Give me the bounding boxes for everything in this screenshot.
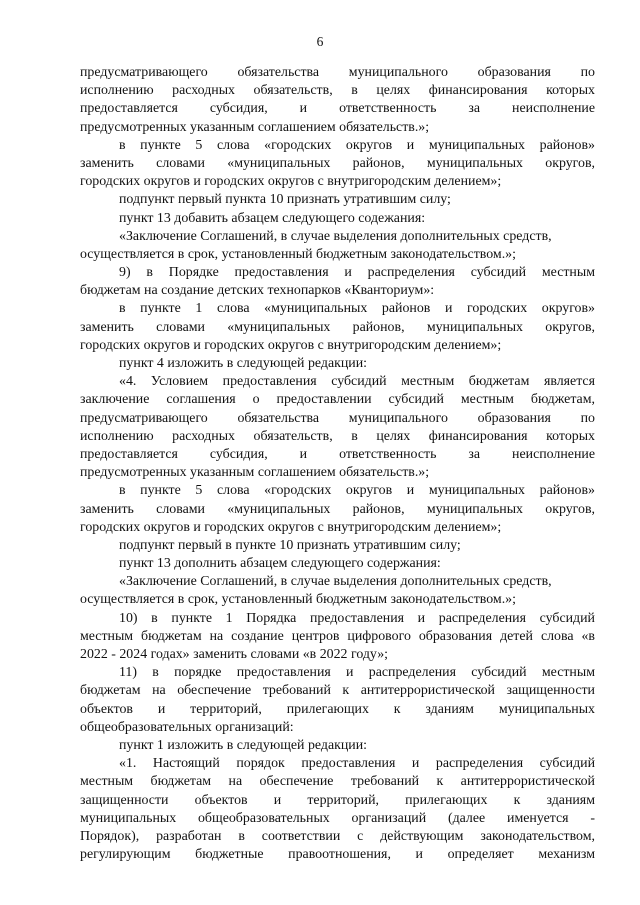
- text-line: бюджетам на обеспечение требований к антитеррористической защищенности: [80, 683, 595, 699]
- text-line: пункт 4 изложить в следующей редакции:: [119, 356, 368, 371]
- text-line: заменить словами «муниципальных районов, муниципальных округов,: [80, 319, 595, 335]
- text-line: регулирующим бюджетные правоотношения, и определяет механизм: [80, 847, 595, 863]
- text-line: исполнению расходных обязательств, в целях финансирования которых: [80, 428, 595, 444]
- text-line: предоставляется субсидия, и ответственность за неисполнение: [80, 446, 595, 462]
- text-line: предусмотренных указанным соглашением обязательств.»;: [80, 119, 430, 135]
- text-line: пункт 13 добавить абзацем следующего содежания:: [119, 210, 426, 226]
- text-line: предоставляется субсидия, и ответственность за неисполнение: [80, 101, 595, 117]
- text-line: предусматривающего обязательства муниципального образования по: [80, 410, 595, 426]
- text-line: «4. Условием предоставления субсидий местным бюджетам является: [119, 374, 595, 390]
- text-line: 2022 - 2024 годах» заменить словами «в 2022 году»;: [80, 647, 389, 662]
- text-line: предусмотренных указанным соглашением обязательств.»;: [80, 465, 430, 481]
- text-line: объектов и территорий, прилегающих к зданиям муниципальных: [80, 701, 595, 717]
- text-line: Порядок), разработан в соответствии с действующим законодательством,: [80, 828, 595, 844]
- text-line: осуществляется в срок, установленный бюджетным законодательством.»;: [80, 592, 516, 608]
- text-line: защищенности объектов и территорий, прилегающих к зданиям: [80, 792, 595, 808]
- text-line: заменить словами «муниципальных районов, муниципальных округов,: [80, 501, 595, 517]
- text-line: городских округов и городских округов с внутригородским делением»;: [80, 337, 502, 353]
- text-line: муниципальных общеобразовательных организаций (далее именуется -: [80, 810, 595, 826]
- text-line: «1. Настоящий порядок предоставления и распределения субсидий: [119, 756, 595, 772]
- text-line: 11) в порядке предоставления и распределения субсидий местным: [119, 665, 595, 681]
- text-line: пункт 13 дополнить абзацем следующего содержания:: [119, 556, 441, 572]
- text-line: местным бюджетам на создание центров цифрового образования детей слова «в: [80, 628, 595, 644]
- text-line: в пункте 5 слова «городских округов и муниципальных районов»: [119, 483, 595, 499]
- page-number: 6: [316, 34, 324, 49]
- text-line: бюджетам на создание детских технопарков «Кванториум»:: [80, 283, 435, 299]
- text-line: «Заключение Соглашений, в случае выделения дополнительных средств,: [119, 228, 552, 244]
- text-line: 10) в пункте 1 Порядка предоставления и распределения субсидий: [119, 610, 595, 626]
- text-line: в пункте 1 слова «муниципальных районов и городских округов»: [119, 301, 595, 317]
- text-line: 9) в Порядке предоставления и распределения субсидий местным: [119, 265, 595, 281]
- text-line: подпункт первый пункта 10 признать утратившим силу;: [119, 192, 451, 208]
- text-line: местным бюджетам на обеспечение требований к антитеррористической: [80, 774, 595, 790]
- text-line: осуществляется в срок, установленный бюджетным законодательством.»;: [80, 246, 516, 262]
- text-line: подпункт первый в пункте 10 признать утратившим силу;: [119, 537, 461, 553]
- text-line: исполнению расходных обязательств, в целях финансирования которых: [80, 83, 595, 99]
- text-line: «Заключение Соглашений, в случае выделения дополнительных средств,: [119, 574, 552, 590]
- text-line: городских округов и городских округов с внутригородским делением»;: [80, 519, 502, 535]
- text-line: заключение соглашения о предоставлении субсидий местным бюджетам,: [80, 392, 595, 408]
- text-line: пункт 1 изложить в следующей редакции:: [119, 737, 368, 753]
- text-line: общеобразовательных организаций:: [80, 719, 294, 735]
- text-line: заменить словами «муниципальных районов, муниципальных округов,: [80, 155, 595, 171]
- text-line: предусматривающего обязательства муниципального образования по: [80, 65, 595, 80]
- document-body: [80, 64, 595, 864]
- text-line: в пункте 5 слова «городских округов и муниципальных районов»: [119, 137, 595, 153]
- text-line: городских округов и городских округов с внутригородским делением»;: [80, 174, 502, 190]
